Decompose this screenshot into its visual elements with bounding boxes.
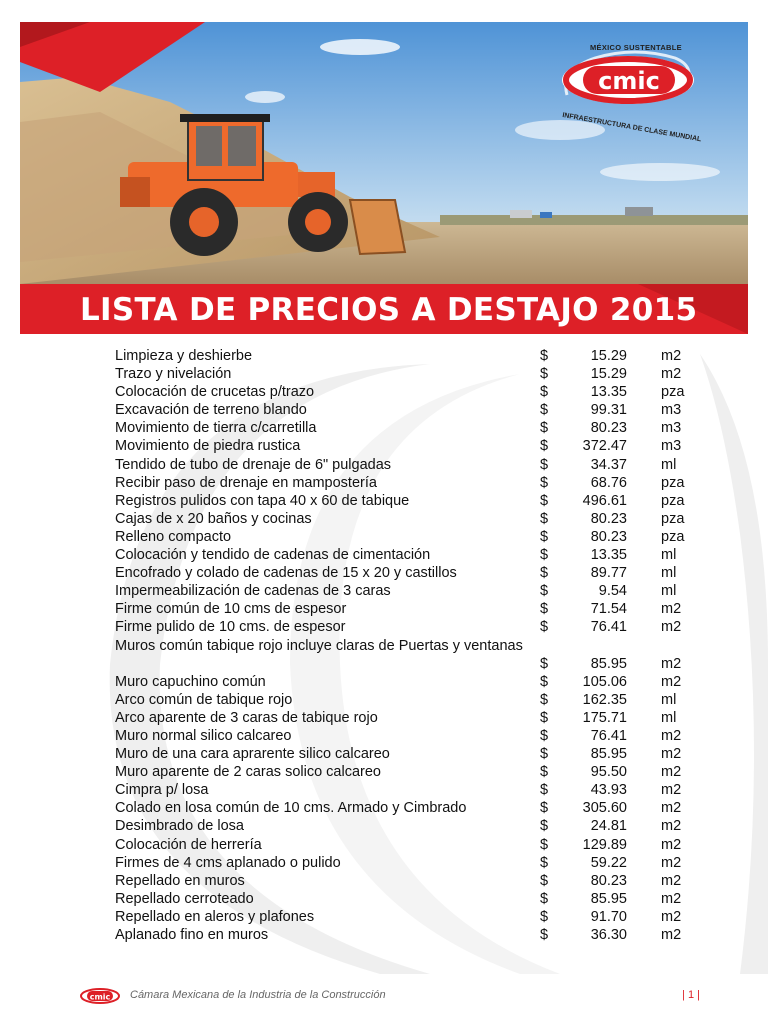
- item-price: 76.41: [590, 727, 627, 744]
- page-number: | 1 |: [682, 989, 700, 1001]
- currency-symbol: $: [540, 366, 549, 383]
- item-description: Registros pulidos con tapa 40 x 60 de tabique: [115, 492, 410, 509]
- item-unit: pza: [661, 384, 685, 401]
- item-description: Colocación y tendido de cadenas de cimentación: [115, 547, 431, 564]
- item-unit: m2: [661, 366, 682, 383]
- item-unit: ml: [661, 583, 677, 600]
- item-price: 9.54: [598, 583, 627, 600]
- item-unit: pza: [661, 474, 685, 491]
- item-description: Relleno compacto: [115, 528, 232, 545]
- item-unit: m2: [661, 908, 682, 925]
- price-row: [115, 419, 715, 437]
- item-unit: m2: [661, 655, 682, 672]
- item-price: 80.23: [590, 528, 627, 545]
- item-price: 372.47: [582, 438, 627, 455]
- currency-symbol: $: [540, 908, 549, 925]
- price-row: [115, 745, 715, 763]
- item-price: 89.77: [590, 565, 627, 582]
- item-description: Firme pulido de 10 cms. de espesor: [115, 619, 346, 636]
- currency-symbol: $: [540, 764, 549, 781]
- currency-symbol: $: [540, 691, 549, 708]
- item-price: 76.41: [590, 619, 627, 636]
- item-price: 91.70: [590, 908, 627, 925]
- price-row: [115, 817, 715, 835]
- currency-symbol: $: [540, 927, 549, 943]
- price-list: [115, 347, 715, 944]
- item-price: 162.35: [582, 691, 627, 708]
- item-unit: pza: [661, 510, 685, 527]
- item-unit: m2: [661, 782, 682, 799]
- item-unit: m2: [661, 872, 682, 889]
- item-unit: m2: [661, 800, 682, 817]
- item-price: 305.60: [582, 800, 627, 817]
- svg-text:cmic: cmic: [598, 67, 660, 95]
- item-price: 95.50: [590, 764, 627, 781]
- item-description: Repellado en muros: [115, 872, 245, 889]
- price-row: [115, 528, 715, 546]
- item-unit: m2: [661, 927, 682, 943]
- item-description: Tendido de tubo de drenaje de 6" pulgadas: [115, 456, 392, 473]
- item-description: Limpieza y deshierbe: [115, 348, 253, 364]
- item-description: Aplanado fino en muros: [115, 927, 269, 943]
- item-price: 80.23: [590, 510, 627, 527]
- currency-symbol: $: [540, 854, 549, 871]
- item-price: 105.06: [582, 673, 627, 690]
- item-description: Repellado cerroteado: [115, 890, 254, 907]
- item-description: Movimiento de tierra c/carretilla: [115, 420, 317, 437]
- footer: [80, 986, 700, 1010]
- item-price: 68.76: [590, 474, 627, 491]
- currency-symbol: $: [540, 872, 549, 889]
- logo-bottom-text: INFRAESTRUCTURA DE CLASE MUNDIAL: [561, 112, 702, 144]
- item-price: 15.29: [590, 348, 627, 364]
- price-row: [115, 854, 715, 872]
- item-description: Movimiento de piedra rustica: [115, 438, 301, 455]
- item-description: Muro de una cara aprarente silico calcareo: [115, 746, 390, 763]
- price-row: [115, 600, 715, 618]
- currency-symbol: $: [540, 384, 549, 401]
- price-row: [115, 763, 715, 781]
- svg-text:cmic: cmic: [89, 992, 111, 1002]
- title-banner: [20, 284, 748, 334]
- currency-symbol: $: [540, 890, 549, 907]
- item-unit: m2: [661, 854, 682, 871]
- currency-symbol: $: [540, 709, 549, 726]
- price-row: [115, 564, 715, 582]
- item-price: 85.95: [590, 746, 627, 763]
- item-description: Encofrado y colado de cadenas de 15 x 20 y castillos: [115, 565, 457, 582]
- price-row: [115, 365, 715, 383]
- item-unit: pza: [661, 528, 685, 545]
- item-price: 13.35: [590, 547, 627, 564]
- item-description: Repellado en aleros y plafones: [115, 908, 315, 925]
- item-unit: ml: [661, 709, 677, 726]
- currency-symbol: $: [540, 402, 549, 419]
- price-row: [115, 727, 715, 745]
- currency-symbol: $: [540, 818, 549, 835]
- item-price: 85.95: [590, 655, 627, 672]
- item-price: 496.61: [582, 492, 627, 509]
- item-price: 13.35: [590, 384, 627, 401]
- item-unit: m2: [661, 348, 682, 364]
- price-row: [115, 546, 715, 564]
- price-row: [115, 492, 715, 510]
- currency-symbol: $: [540, 782, 549, 799]
- item-description: Colocación de crucetas p/trazo: [115, 384, 315, 401]
- price-row: [115, 401, 715, 419]
- item-unit: m2: [661, 890, 682, 907]
- currency-symbol: $: [540, 746, 549, 763]
- currency-symbol: $: [540, 510, 549, 527]
- item-description: Cimpra p/ losa: [115, 782, 209, 799]
- item-description: Muro aparente de 2 caras solico calcareo: [115, 764, 381, 781]
- price-row: [115, 637, 715, 673]
- currency-symbol: $: [540, 474, 549, 491]
- item-unit: m2: [661, 673, 682, 690]
- price-row: [115, 456, 715, 474]
- price-row: [115, 618, 715, 636]
- logo-top-text: MÉXICO SUSTENTABLE: [590, 43, 682, 52]
- item-unit: m2: [661, 727, 682, 744]
- currency-symbol: $: [540, 420, 549, 437]
- item-description: Excavación de terreno blando: [115, 402, 307, 419]
- item-unit: m2: [661, 764, 682, 781]
- item-unit: ml: [661, 547, 677, 564]
- currency-symbol: $: [540, 456, 549, 473]
- item-description: Muro capuchino común: [115, 673, 266, 690]
- item-unit: pza: [661, 492, 685, 509]
- currency-symbol: $: [540, 601, 549, 618]
- item-description: Recibir paso de drenaje en mampostería: [115, 474, 377, 491]
- price-row: [115, 908, 715, 926]
- currency-symbol: $: [540, 438, 549, 455]
- item-description: Muro normal silico calcareo: [115, 727, 292, 744]
- price-row: [115, 510, 715, 528]
- footer-organization: Cámara Mexicana de la Industria de la Construcción: [130, 989, 386, 1001]
- item-unit: m2: [661, 836, 682, 853]
- item-price: 15.29: [590, 366, 627, 383]
- item-description: Firmes de 4 cms aplanado o pulido: [115, 854, 341, 871]
- price-row: [115, 872, 715, 890]
- price-row: [115, 691, 715, 709]
- price-row: [115, 437, 715, 455]
- currency-symbol: $: [540, 655, 549, 672]
- currency-symbol: $: [540, 565, 549, 582]
- item-price: 99.31: [590, 402, 627, 419]
- item-price: 80.23: [590, 872, 627, 889]
- item-price: 129.89: [582, 836, 627, 853]
- price-row: [115, 673, 715, 691]
- item-unit: m2: [661, 601, 682, 618]
- item-price: 71.54: [590, 601, 627, 618]
- item-unit: ml: [661, 691, 677, 708]
- item-price: 36.30: [590, 927, 627, 943]
- price-row: [115, 582, 715, 600]
- item-price: 85.95: [590, 890, 627, 907]
- currency-symbol: $: [540, 583, 549, 600]
- price-row: [115, 926, 715, 944]
- item-price: 43.93: [590, 782, 627, 799]
- item-description: Colado en losa común de 10 cms. Armado y Cimbrado: [115, 800, 467, 817]
- item-unit: m2: [661, 746, 682, 763]
- price-row: [115, 836, 715, 854]
- price-row: [115, 347, 715, 365]
- item-unit: ml: [661, 565, 677, 582]
- currency-symbol: $: [540, 547, 549, 564]
- currency-symbol: $: [540, 836, 549, 853]
- price-row: [115, 781, 715, 799]
- price-row: [115, 474, 715, 492]
- price-row: [115, 383, 715, 401]
- item-description: Colocación de herrería: [115, 836, 262, 853]
- item-price: 59.22: [590, 854, 627, 871]
- item-unit: ml: [661, 456, 677, 473]
- currency-symbol: $: [540, 673, 549, 690]
- currency-symbol: $: [540, 800, 549, 817]
- currency-symbol: $: [540, 528, 549, 545]
- item-description: Cajas de x 20 baños y cocinas: [115, 510, 312, 527]
- item-unit: m2: [661, 619, 682, 636]
- item-price: 80.23: [590, 420, 627, 437]
- price-row: [115, 799, 715, 817]
- cmic-logo: [555, 40, 702, 144]
- item-unit: m3: [661, 438, 682, 455]
- item-description: Impermeabilización de cadenas de 3 caras: [115, 583, 391, 600]
- item-price: 34.37: [590, 456, 627, 473]
- item-description: Arco aparente de 3 caras de tabique rojo: [115, 709, 378, 726]
- currency-symbol: $: [540, 492, 549, 509]
- footer-cmic-logo: [80, 988, 120, 1004]
- page-title: LISTA DE PRECIOS A DESTAJO 2015: [80, 292, 698, 328]
- item-description: Firme común de 10 cms de espesor: [115, 601, 347, 618]
- currency-symbol: $: [540, 348, 549, 364]
- item-description: Trazo y nivelación: [115, 366, 232, 383]
- price-row: [115, 709, 715, 727]
- item-price: 175.71: [582, 709, 627, 726]
- currency-symbol: $: [540, 619, 549, 636]
- price-row: [115, 890, 715, 908]
- item-description: Desimbrado de losa: [115, 818, 244, 835]
- currency-symbol: $: [540, 727, 549, 744]
- item-unit: m3: [661, 402, 682, 419]
- item-price: 24.81: [590, 818, 627, 835]
- item-description: Arco común de tabique rojo: [115, 691, 293, 708]
- item-unit: m2: [661, 818, 682, 835]
- item-unit: m3: [661, 420, 682, 437]
- item-description: Muros común tabique rojo incluye claras de Puertas y ventanas: [115, 637, 523, 654]
